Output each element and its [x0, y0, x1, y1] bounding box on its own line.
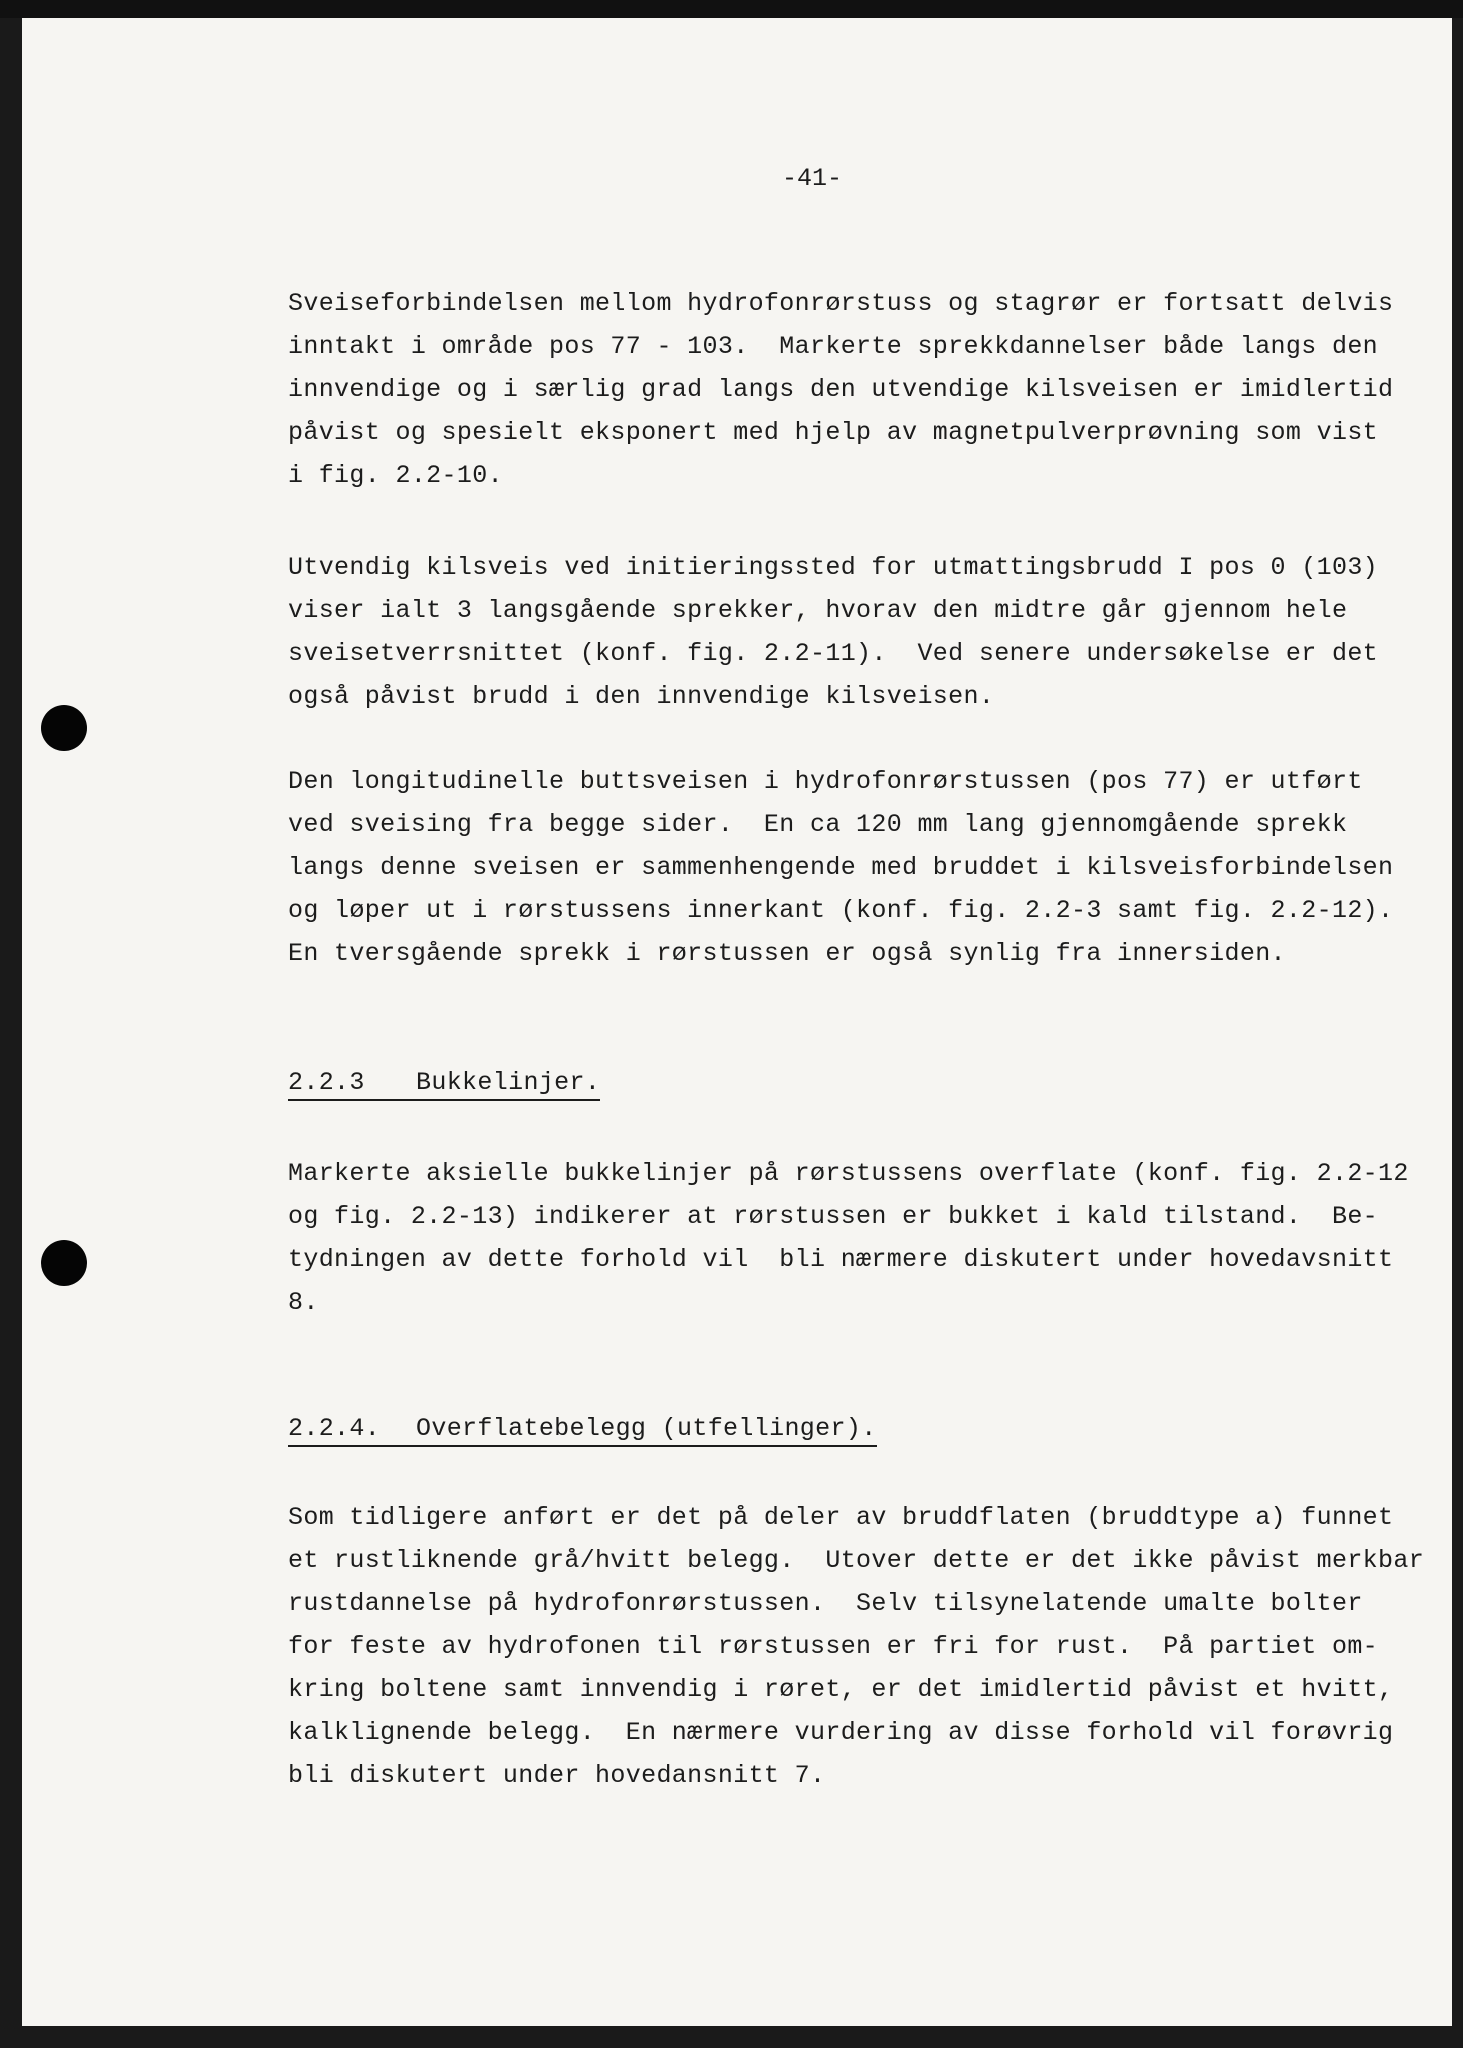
text-line: et rustliknende grå/hvitt belegg. Utover dette er det ikke påvist merkbar — [288, 1546, 1425, 1575]
text-line: Sveiseforbindelsen mellom hydrofonrørstuss og stagrør er fortsatt delvis — [288, 289, 1394, 318]
text-line: inntakt i område pos 77 - 103. Markerte sprekkdannelser både langs den — [288, 332, 1379, 361]
text-line: kring boltene samt innvendig i røret, er det imidlertid påvist et hvitt, — [288, 1675, 1394, 1704]
text-line: Markerte aksielle bukkelinjer på rørstussens overflate (konf. fig. 2.2-12 — [288, 1159, 1409, 1188]
document-page — [22, 18, 1452, 2026]
text-line: påvist og spesielt eksponert med hjelp av magnetpulverprøvning som vist — [288, 418, 1379, 447]
text-line: og løper ut i rørstussens innerkant (konf. fig. 2.2-3 samt fig. 2.2-12). — [288, 896, 1394, 925]
text-line: viser ialt 3 langsgående sprekker, hvorav den midtre går gjennom hele — [288, 596, 1348, 625]
section-title: Bukkelinjer. — [416, 1068, 601, 1097]
paragraph-fillet-weld — [288, 546, 1378, 718]
text-line: i fig. 2.2-10. — [288, 461, 503, 490]
punch-hole — [41, 1240, 87, 1286]
text-line: Den longitudinelle buttsveisen i hydrofonrørstussen (pos 77) er utført — [288, 767, 1363, 796]
paragraph-weld-connection — [288, 282, 1393, 497]
text-line: En tversgående sprekk i rørstussen er også synlig fra innersiden. — [288, 939, 1286, 968]
punch-hole — [41, 705, 87, 751]
text-line: Utvendig kilsveis ved initieringssted for utmattingsbrudd I pos 0 (103) — [288, 553, 1379, 582]
scan-border — [0, 0, 1463, 18]
text-line: sveisetverrsnittet (konf. fig. 2.2-11). Ved senere undersøkelse er det — [288, 639, 1379, 668]
text-line: ved sveising fra begge sider. En ca 120 mm lang gjennomgående sprekk — [288, 810, 1348, 839]
text-line: Som tidligere anført er det på deler av bruddflaten (bruddtype a) funnet — [288, 1503, 1394, 1532]
text-line: tydningen av dette forhold vil bli nærmere diskutert under hovedavsnitt — [288, 1245, 1394, 1274]
section-heading-2-2-4 — [288, 1414, 877, 1447]
section-number: 2.2.3 — [288, 1068, 365, 1097]
text-line: rustdannelse på hydrofonrørstussen. Selv tilsynelatende umalte bolter — [288, 1589, 1363, 1618]
text-line: også påvist brudd i den innvendige kilsveisen. — [288, 682, 995, 711]
page-number: -41- — [782, 164, 843, 193]
section-number: 2.2.4. — [288, 1414, 381, 1443]
text-line: langs denne sveisen er sammenhengende med bruddet i kilsveisforbindelsen — [288, 853, 1394, 882]
text-line: innvendige og i særlig grad langs den utvendige kilsveisen er imidlertid — [288, 375, 1394, 404]
text-line: og fig. 2.2-13) indikerer at rørstussen er bukket i kald tilstand. Be- — [288, 1202, 1379, 1231]
text-line: 8. — [288, 1288, 319, 1317]
paragraph-buckling-lines — [288, 1152, 1409, 1324]
text-line: bli diskutert under hovedansnitt 7. — [288, 1761, 826, 1790]
section-heading-2-2-3 — [288, 1068, 600, 1101]
paragraph-butt-weld — [288, 760, 1393, 975]
paragraph-surface-coating — [288, 1496, 1424, 1797]
text-line: kalklignende belegg. En nærmere vurdering av disse forhold vil forøvrig — [288, 1718, 1394, 1747]
text-line: for feste av hydrofonen til rørstussen er fri for rust. På partiet om- — [288, 1632, 1379, 1661]
section-title: Overflatebelegg (utfellinger). — [416, 1414, 877, 1443]
